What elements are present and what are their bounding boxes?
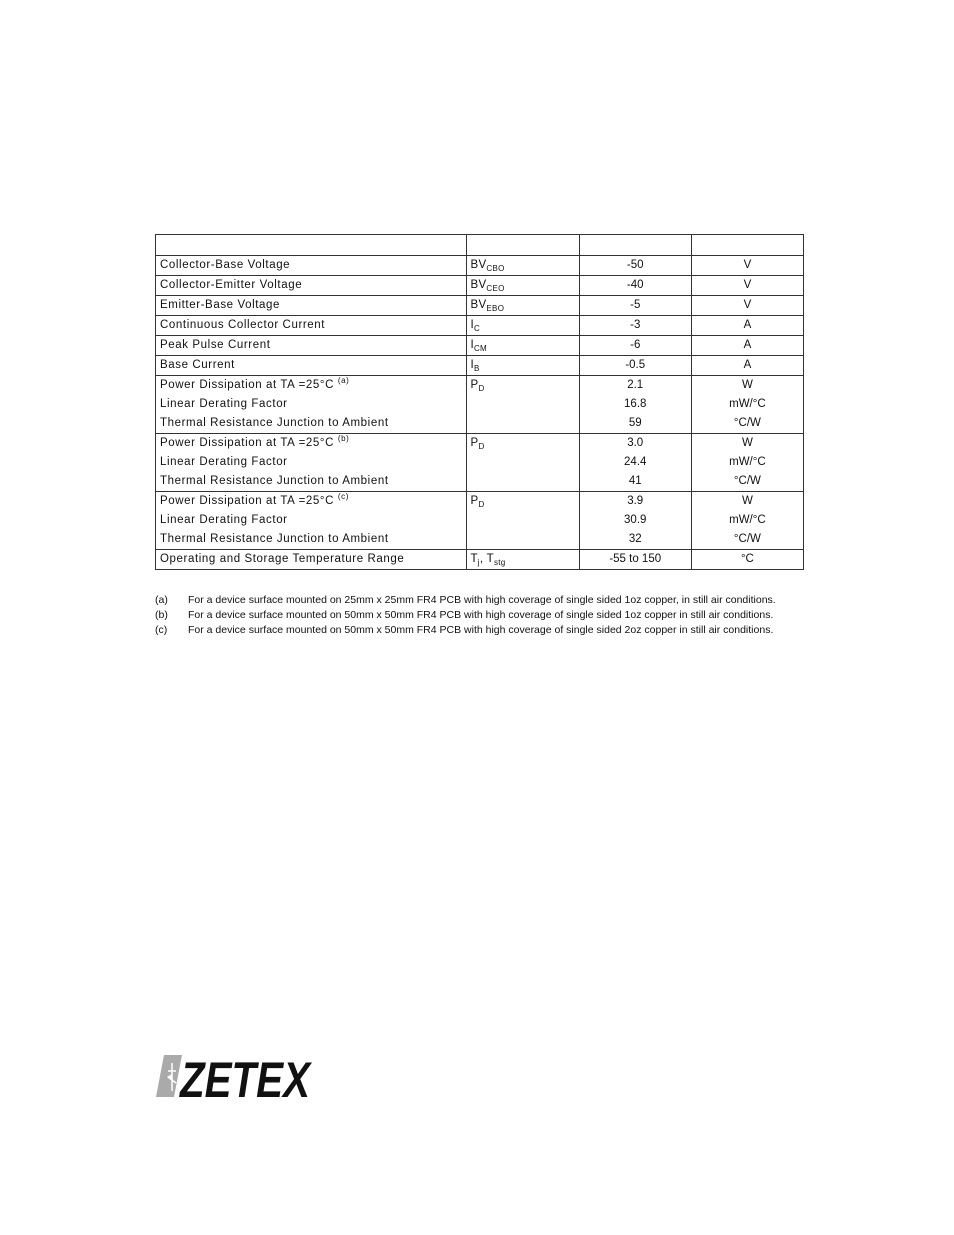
unit-cell — [691, 276, 803, 296]
footnote-b — [155, 610, 805, 620]
table-row — [156, 434, 804, 492]
value-text: -50 — [626, 259, 644, 271]
unit-text: V — [743, 279, 752, 291]
symbol-text: $P_D$ — [470, 437, 485, 451]
symbol-cell — [467, 336, 579, 356]
symbol-text: $P_D$ — [470, 379, 485, 393]
symbol-text: $I_B$ — [470, 359, 480, 373]
unit-text: V — [743, 259, 752, 271]
table-row — [156, 336, 804, 356]
footnote-c — [155, 625, 805, 635]
value-text: 2.1 — [627, 379, 644, 391]
value-cell — [579, 492, 691, 550]
header-cell-parameter — [156, 235, 467, 256]
value-text: -40 — [626, 279, 644, 291]
footnote-a — [155, 595, 805, 605]
footnote-label: (a) — [155, 594, 168, 606]
symbol-cell — [467, 550, 579, 570]
parameter-text: Thermal Resistance Junction to Ambient — [160, 417, 389, 429]
unit-text: °C/W — [733, 475, 761, 487]
parameter-cell — [156, 550, 467, 570]
parameter-cell — [156, 356, 467, 376]
value-text: 3.9 — [627, 495, 644, 507]
unit-cell — [691, 336, 803, 356]
parameter-text: Linear Derating Factor — [160, 514, 288, 526]
value-text: 16.8 — [624, 398, 647, 410]
zetex-logo-svg — [156, 1052, 313, 1108]
parameter-text: Collector-Base Voltage — [160, 259, 291, 271]
value-text: -5 — [630, 299, 641, 311]
parameter-text: Linear Derating Factor — [160, 398, 288, 410]
absolute-maximum-ratings-table — [155, 234, 804, 570]
unit-text: mW/°C — [729, 514, 766, 526]
symbol-cell — [467, 276, 579, 296]
parameter-cell — [156, 276, 467, 296]
symbol-text: $BV_{CEO}$ — [470, 279, 505, 293]
parameter-text: Peak Pulse Current — [160, 339, 271, 351]
parameter-cell — [156, 434, 467, 492]
value-text: 3.0 — [627, 437, 644, 449]
unit-cell — [691, 256, 803, 276]
value-cell — [579, 356, 691, 376]
unit-text: °C — [740, 553, 754, 565]
value-text: -55 to 150 — [609, 553, 662, 565]
value-cell — [579, 376, 691, 434]
unit-text: A — [743, 359, 752, 371]
footnote-text: For a device surface mounted on 50mm x 50mm FR4 PCB with high coverage of single sided 1oz copper in still air conditions. — [188, 609, 774, 621]
parameter-text: Collector-Emitter Voltage — [160, 279, 303, 291]
footnote-ref: (c) — [337, 492, 349, 501]
parameter-cell — [156, 256, 467, 276]
footnote-ref: (b) — [337, 434, 350, 443]
parameter-text: Operating and Storage Temperature Range — [160, 553, 405, 565]
symbol-text: $I_{CM}$ — [470, 339, 488, 353]
value-text: 41 — [628, 475, 642, 487]
parameter-cell — [156, 336, 467, 356]
value-text: -3 — [630, 319, 641, 331]
zetex-logo — [156, 1052, 313, 1108]
symbol-text: $P_D$ — [470, 495, 485, 509]
unit-text: A — [743, 339, 752, 351]
parameter-text: Thermal Resistance Junction to Ambient — [160, 475, 389, 487]
parameter-text: Thermal Resistance Junction to Ambient — [160, 533, 389, 545]
unit-cell — [691, 316, 803, 336]
value-cell — [579, 336, 691, 356]
unit-text: °C/W — [733, 417, 761, 429]
unit-text: mW/°C — [729, 398, 766, 410]
parameter-cell — [156, 296, 467, 316]
table-row — [156, 256, 804, 276]
unit-text: W — [741, 495, 753, 507]
symbol-cell — [467, 256, 579, 276]
unit-text: mW/°C — [729, 456, 766, 468]
symbol-cell — [467, 492, 579, 550]
symbol-text: $BV_{EBO}$ — [470, 299, 505, 313]
unit-cell — [691, 356, 803, 376]
unit-text: W — [741, 379, 753, 391]
symbol-cell — [467, 376, 579, 434]
symbol-cell — [467, 434, 579, 492]
table-row — [156, 356, 804, 376]
value-cell — [579, 434, 691, 492]
parameter-text: Base Current — [160, 359, 235, 371]
parameter-text: Power Dissipation at TA =25°C $^{(b)}$ — [160, 434, 350, 449]
value-cell — [579, 276, 691, 296]
symbol-cell — [467, 296, 579, 316]
unit-text: W — [741, 437, 753, 449]
unit-cell — [691, 434, 803, 492]
parameter-text: Power Dissipation at TA =25°C $^{(c)}$ — [160, 492, 349, 507]
value-text: -6 — [630, 339, 641, 351]
footnote-label: (c) — [155, 624, 168, 636]
header-cell-symbol — [467, 235, 579, 256]
table-row — [156, 276, 804, 296]
parameter-text: Linear Derating Factor — [160, 456, 288, 468]
unit-text: A — [743, 319, 752, 331]
parameter-cell — [156, 492, 467, 550]
value-cell — [579, 550, 691, 570]
symbol-text: $BV_{CBO}$ — [470, 259, 505, 273]
value-cell — [579, 256, 691, 276]
unit-cell — [691, 492, 803, 550]
parameter-text: Continuous Collector Current — [160, 319, 326, 331]
parameter-text: Emitter-Base Voltage — [160, 299, 281, 311]
symbol-cell — [467, 356, 579, 376]
header-cell-value — [579, 235, 691, 256]
unit-cell — [691, 376, 803, 434]
symbol-text: $I_C$ — [470, 319, 481, 333]
unit-cell — [691, 550, 803, 570]
zetex-transistor-icon — [156, 1055, 182, 1097]
parameter-cell — [156, 376, 467, 434]
footnote-text: For a device surface mounted on 25mm x 25mm FR4 PCB with high coverage of single sided 1oz copper, in still air conditions. — [188, 594, 776, 606]
table-header-row — [156, 235, 804, 256]
value-text: 24.4 — [624, 456, 647, 468]
unit-cell — [691, 296, 803, 316]
footnote-text: For a device surface mounted on 50mm x 50mm FR4 PCB with high coverage of single sided 2oz copper in still air conditions. — [188, 624, 774, 636]
table-row — [156, 492, 804, 550]
header-cell-unit — [691, 235, 803, 256]
unit-text: °C/W — [733, 533, 761, 545]
table-row — [156, 296, 804, 316]
value-cell — [579, 296, 691, 316]
footnote-ref: (a) — [337, 376, 350, 385]
value-text: -0.5 — [625, 359, 646, 371]
symbol-cell — [467, 316, 579, 336]
table-row — [156, 316, 804, 336]
parameter-cell — [156, 316, 467, 336]
value-text: 30.9 — [624, 514, 647, 526]
value-text: 32 — [628, 533, 642, 545]
footnotes — [155, 595, 805, 640]
logo-wordmark: ZETEX — [178, 1052, 313, 1108]
table-row — [156, 376, 804, 434]
footnote-label: (b) — [155, 609, 168, 621]
value-text: 59 — [628, 417, 642, 429]
table-row — [156, 550, 804, 570]
symbol-text: $T_j$, $T_{stg}$ — [470, 553, 506, 567]
value-cell — [579, 316, 691, 336]
parameter-text: Power Dissipation at TA =25°C $^{(a)}$ — [160, 376, 350, 391]
unit-text: V — [743, 299, 752, 311]
